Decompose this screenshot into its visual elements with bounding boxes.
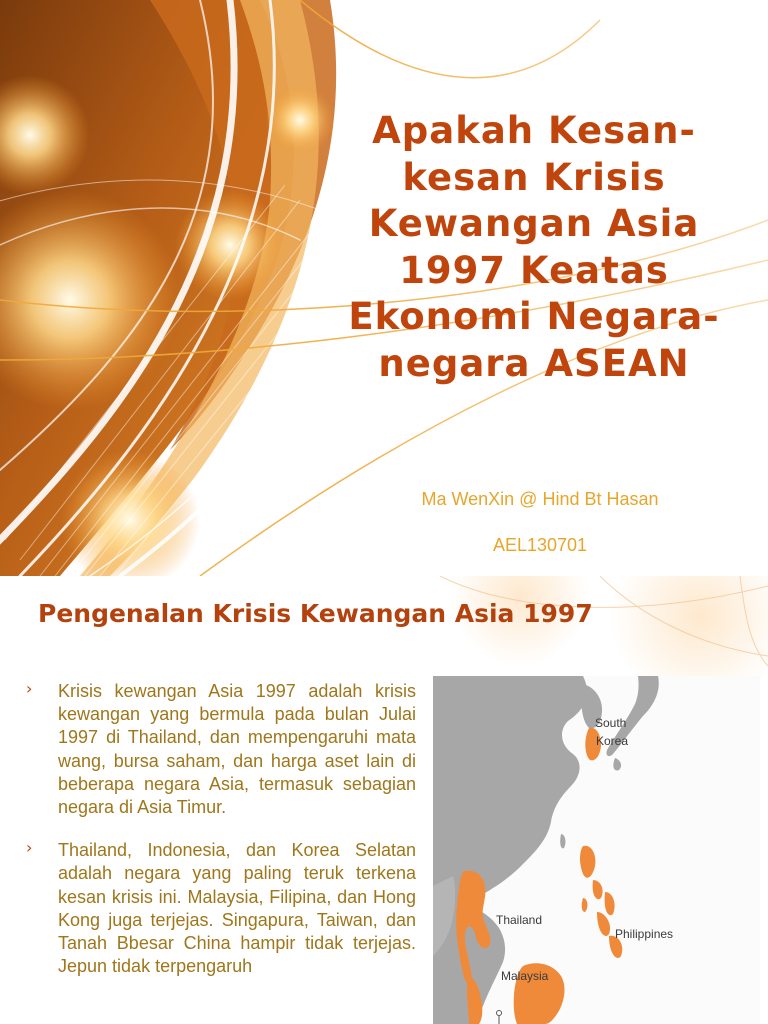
map-label-malaysia: Malaysia	[501, 969, 549, 983]
bullet-chevron: ›	[26, 838, 33, 858]
author-name: Ma WenXin @ Hind Bt Hasan	[421, 489, 659, 509]
asia-map	[433, 676, 760, 1024]
bullet-text: Thailand, Indonesia, dan Korea Selatan adalah negara yang paling teruk terkena kesan krisis ini. Malaysia, Filipina, dan Hong Kong juga terjejas. Singapura, Taiwan, dan Tanah Bbesar China hampir tidak terjejas. Jepun tidak terpengaruh	[58, 840, 416, 977]
student-code: AEL130701	[492, 535, 588, 555]
slide-introduction	[0, 576, 768, 1024]
map-label-thailand: Thailand	[496, 913, 543, 927]
title-line: Ekonomi Negara-	[348, 295, 720, 338]
bullet-list	[26, 680, 416, 998]
bullet-chevron: ›	[26, 679, 33, 698]
title-line: Kewangan Asia	[368, 202, 700, 245]
title-line: negara ASEAN	[378, 341, 690, 385]
title-line: 1997 Keatas	[399, 248, 669, 292]
list-item	[26, 680, 416, 819]
map-label-south-korea-line2: Korea	[596, 734, 629, 748]
title-line: Apakah Kesan-	[372, 109, 696, 152]
map-label-south-korea-line1: South	[595, 716, 627, 730]
title-line: kesan Krisis	[402, 155, 666, 199]
list-item	[26, 839, 416, 978]
slide-heading: Pengenalan Krisis Kewangan Asia 1997	[38, 599, 593, 628]
slide-title-heading	[300, 108, 768, 387]
bullet-text: Krisis kewangan Asia 1997 adalah krisis kewangan yang bermula pada bulan Julai 1997 di Thailand, dan mempengaruhi mata wang, bursa saham, dan harga aset lain di beberapa negara Asia, termasuk sebagian negara di Asia Timur.	[58, 681, 416, 818]
map-label-philippines: Philippines	[615, 927, 674, 941]
